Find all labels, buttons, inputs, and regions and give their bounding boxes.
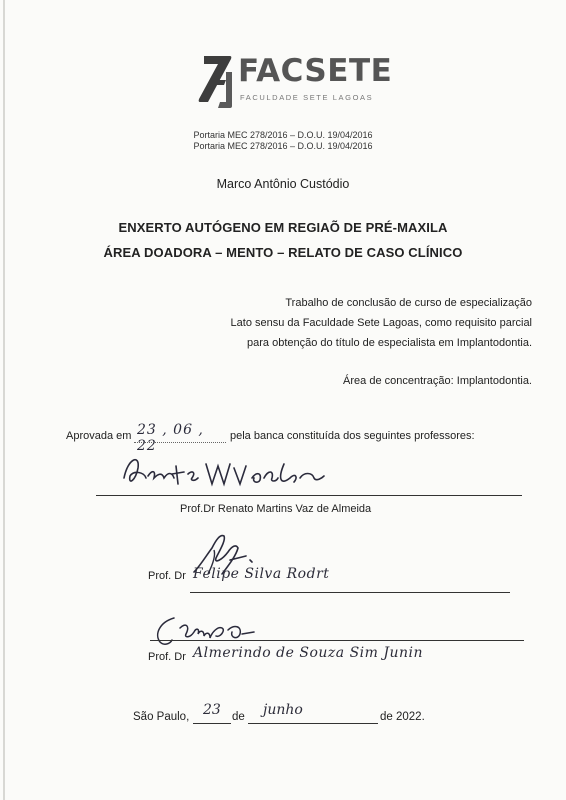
examiner-label: Prof.Dr Renato Martins Vaz de Almeida (180, 503, 372, 515)
signature-renato (118, 448, 328, 496)
month-line (248, 723, 378, 724)
portaria-line: Portaria MEC 278/2016 – D.O.U. 19/04/2016 (193, 141, 373, 151)
scan-edge (3, 0, 5, 800)
examiner-label: Prof. Dr (148, 570, 186, 582)
closing-de: de (232, 711, 245, 723)
day-line (193, 723, 231, 724)
logo-subtitle: FACULDADE SETE LAGOAS (240, 93, 374, 102)
approval-suffix: pela banca constituída dos seguintes professores: (230, 430, 475, 442)
logo-name: FACSETE (238, 53, 393, 89)
approval-date-line (134, 442, 226, 443)
examiner-handwritten-name: Felipe Silva Rodrt (193, 566, 330, 582)
examiner-label: Prof. Dr (148, 651, 186, 663)
author-name: Marco Antônio Custódio (216, 177, 350, 191)
description-line: para obtenção do título de especialista em Implantodontia. (247, 337, 532, 349)
description-line: Trabalho de conclusão de curso de especialização (285, 297, 532, 309)
signature-line (190, 592, 510, 593)
thesis-title-line: ENXERTO AUTÓGENO EM REGIAÕ DE PRÉ-MAXILA (118, 220, 448, 235)
approval-prefix: Aprovada em (66, 430, 132, 442)
portaria-line: Portaria MEC 278/2016 – D.O.U. 19/04/2016 (193, 130, 373, 140)
description-line: Lato sensu da Faculdade Sete Lagoas, como requisito parcial (230, 317, 532, 329)
approval-statement (66, 422, 536, 454)
closing-date (133, 704, 433, 728)
approval-date-handwritten: 23 , 06 , 22 (137, 422, 204, 454)
signature-line (96, 495, 522, 496)
thesis-title-line: ÁREA DOADORA – MENTO – RELATO DE CASO CLÍNICO (103, 245, 463, 260)
closing-year: de 2022. (380, 711, 425, 723)
examiner-handwritten-name: Almerindo de Souza Sim Junin (193, 645, 424, 661)
closing-month-handwritten: junho (263, 702, 303, 718)
signature-line (150, 640, 524, 641)
concentration-area: Área de concentração: Implantodontia. (343, 375, 532, 387)
facsete-logo (196, 52, 393, 112)
closing-city: São Paulo, (133, 711, 190, 723)
closing-day-handwritten: 23 (203, 702, 221, 718)
facsete-emblem-icon (196, 52, 234, 110)
